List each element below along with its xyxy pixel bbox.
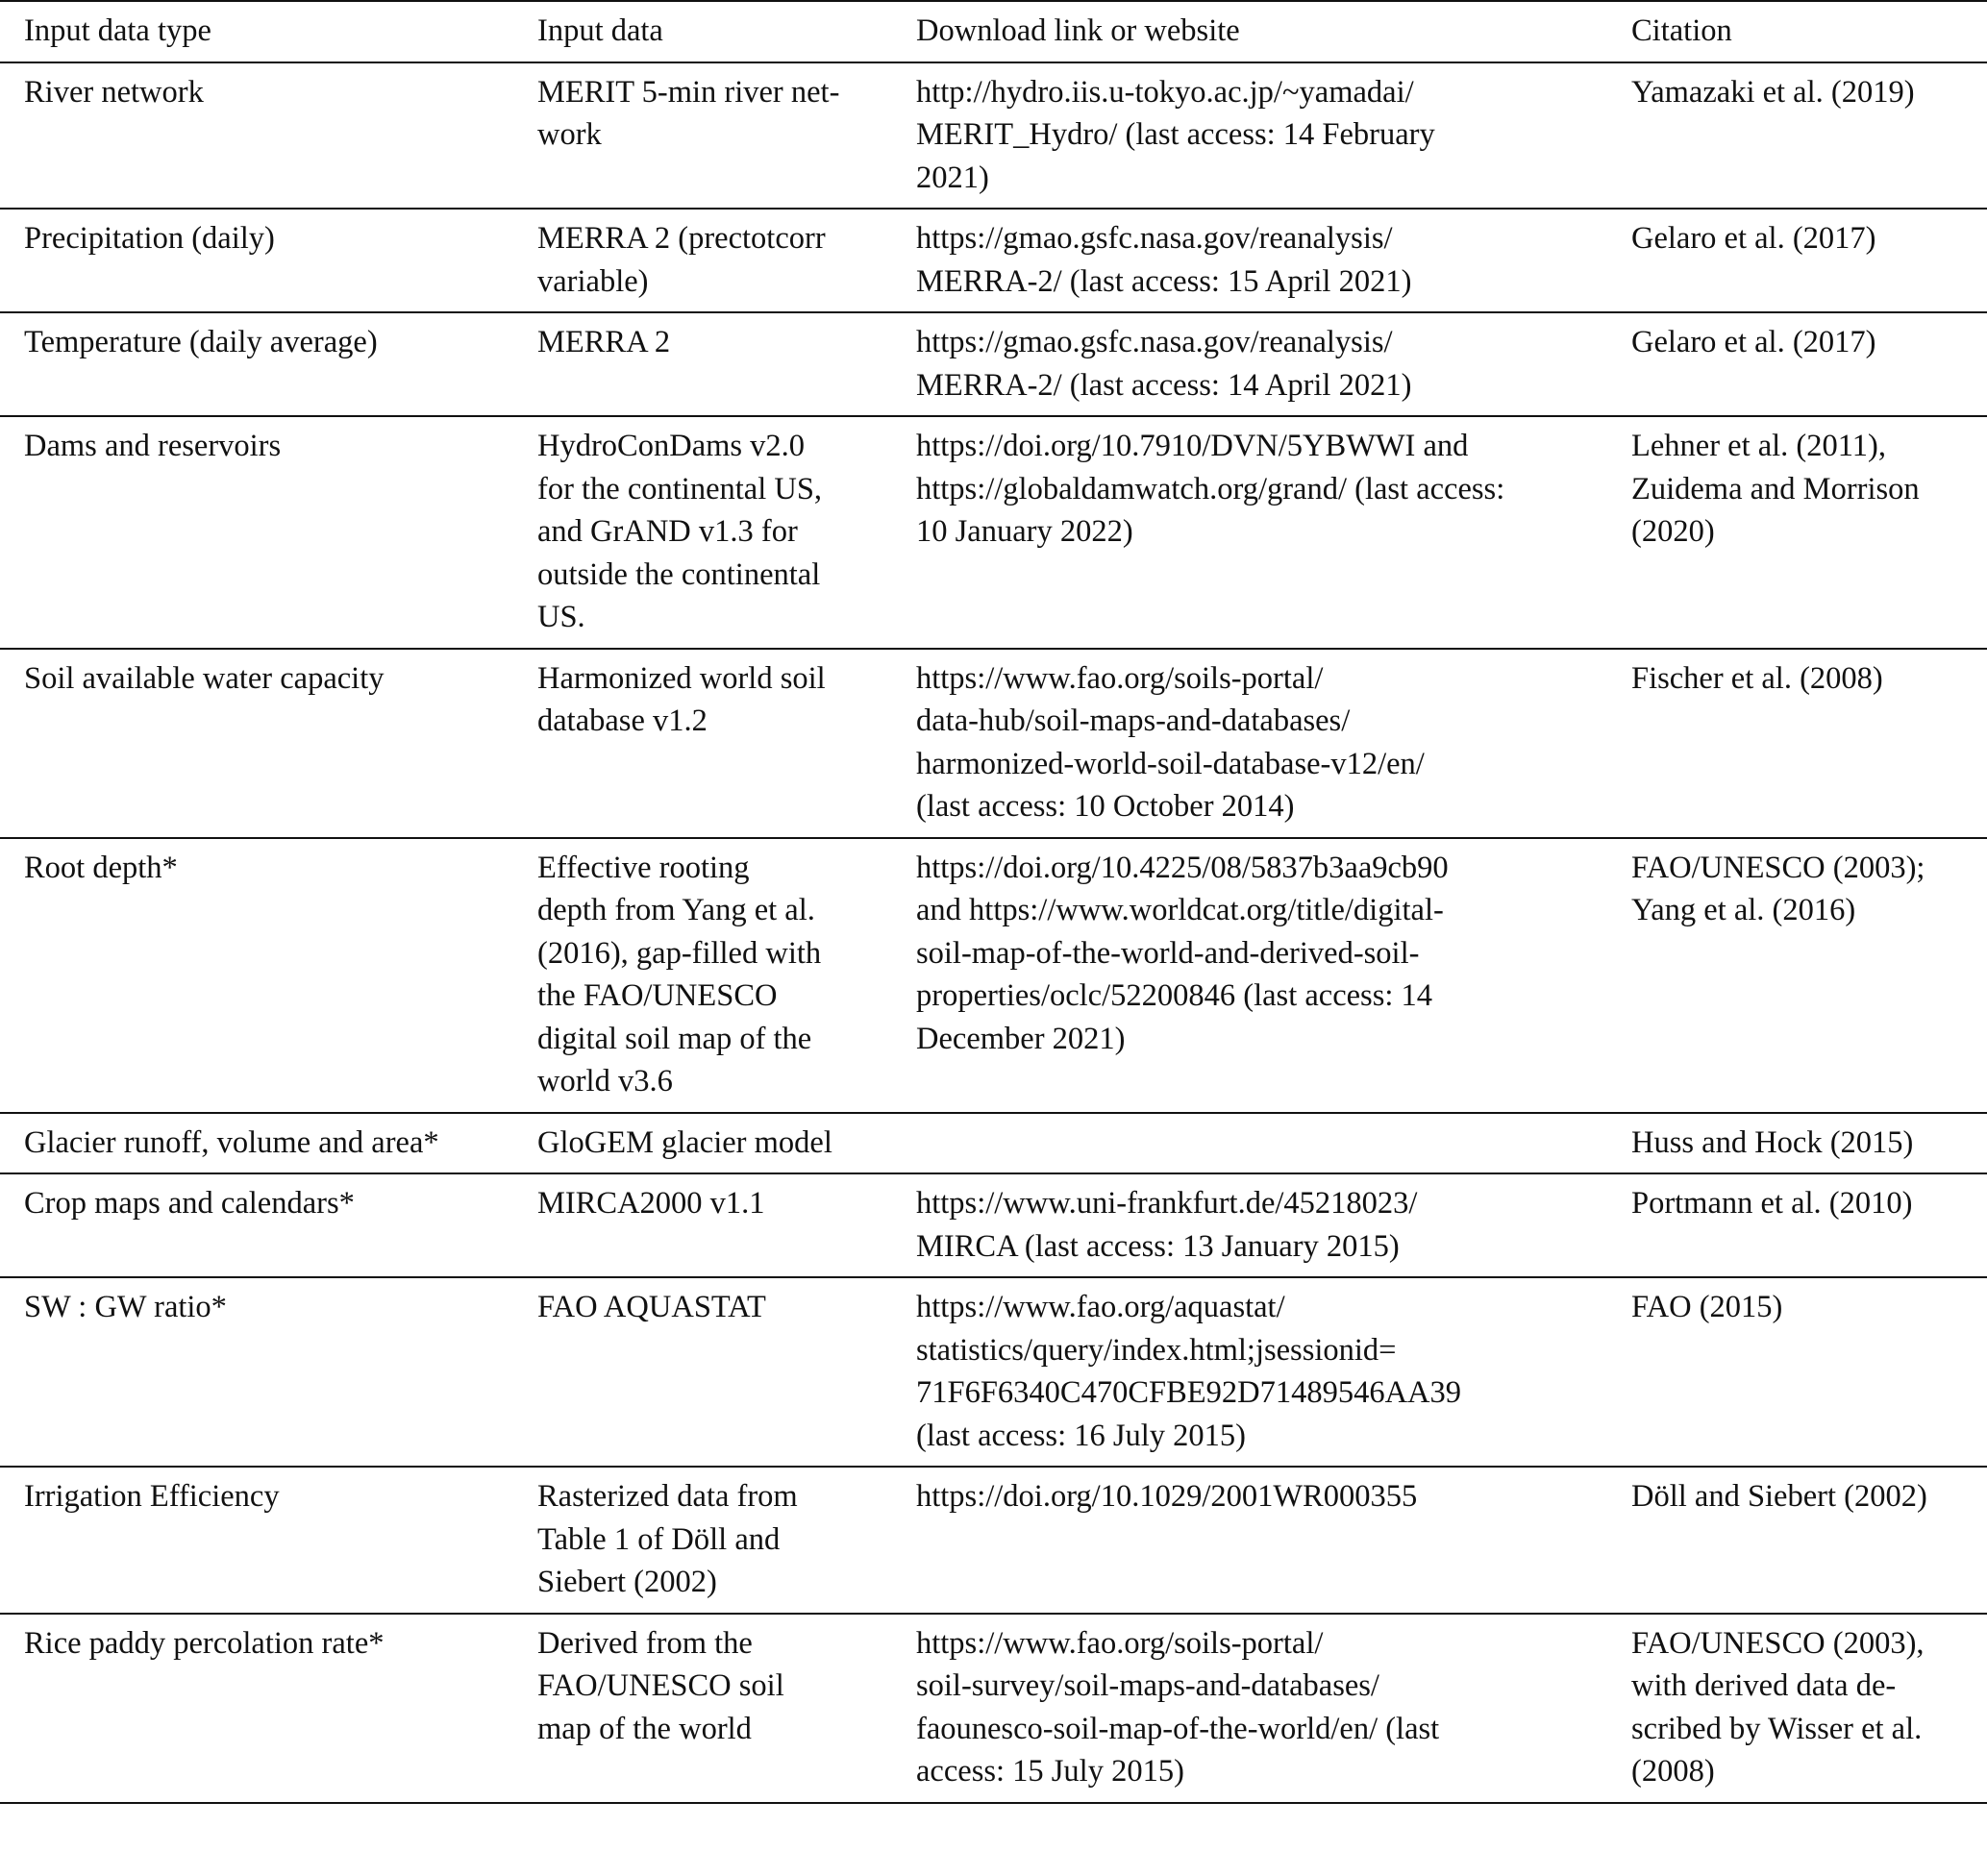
cell-input-data — [513, 1113, 895, 1174]
cell-citation — [1608, 62, 1987, 210]
cell-input-data-type: Glacier runoff, volume and area* — [24, 1124, 439, 1160]
cell-download-link-line: MIRCA (last access: 13 January 2015) — [916, 1228, 1400, 1264]
cell-download-link-line: (last access: 10 October 2014) — [916, 789, 1295, 824]
cell-input-data — [513, 649, 895, 838]
cell-input-data-line: MIRCA2000 v1.1 — [537, 1186, 765, 1221]
cell-input-data-type: Rice paddy percolation rate* — [24, 1625, 385, 1661]
table-row — [0, 1277, 1987, 1467]
cell-input-data-line: MERIT 5-min river net- — [537, 74, 840, 110]
cell-citation-line: Lehner et al. (2011), — [1631, 429, 1886, 463]
table-row — [0, 209, 1987, 312]
cell-input-data-line: database v1.2 — [537, 704, 708, 738]
cell-download-link — [895, 209, 1608, 312]
cell-input-data-line: outside the continental — [537, 556, 821, 592]
cell-citation — [1608, 312, 1987, 416]
cell-input-data-line: and GrAND v1.3 for — [537, 514, 798, 549]
cell-download-link-line: statistics/query/index.html;jsessionid= — [916, 1332, 1397, 1368]
cell-input-data — [513, 1173, 895, 1277]
cell-download-link-line: properties/oclc/52200846 (last access: 14 — [916, 978, 1432, 1013]
header-download-link: Download link or website — [916, 13, 1240, 48]
cell-download-link — [895, 416, 1608, 649]
cell-download-link-line: and https://www.worldcat.org/title/digital- — [916, 893, 1444, 927]
cell-download-link-line: https://www.fao.org/soils-portal/ — [916, 1625, 1324, 1661]
cell-download-link-line: (last access: 16 July 2015) — [916, 1418, 1246, 1453]
cell-citation — [1608, 1614, 1987, 1803]
cell-download-link-line: soil-survey/soil-maps-and-databases/ — [916, 1668, 1379, 1703]
header-input-data-type: Input data type — [24, 13, 211, 48]
table-body — [0, 62, 1987, 1803]
cell-input-data-line: variable) — [537, 263, 649, 299]
cell-input-data-line: MERRA 2 (prectotcorr — [537, 221, 826, 256]
cell-input-data-line: (2016), gap-filled with — [537, 935, 822, 971]
cell-citation-line: Yamazaki et al. (2019) — [1631, 74, 1915, 110]
cell-citation-line: FAO/UNESCO (2003), — [1631, 1625, 1925, 1661]
cell-download-link-line: https://www.fao.org/aquastat/ — [916, 1290, 1285, 1324]
cell-input-data-type: Precipitation (daily) — [24, 221, 275, 256]
cell-download-link-line: 71F6F6340C470CFBE92D71489546AA39 — [916, 1375, 1462, 1410]
cell-citation-line: Zuidema and Morrison — [1631, 471, 1920, 506]
table-row — [0, 416, 1987, 649]
cell-download-link — [895, 649, 1608, 838]
cell-citation — [1608, 1467, 1987, 1614]
cell-input-data-line: Rasterized data from — [537, 1479, 798, 1514]
cell-input-data — [513, 416, 895, 649]
cell-download-link-line: MERIT_Hydro/ (last access: 14 February — [916, 117, 1435, 152]
cell-download-link — [895, 1614, 1608, 1803]
cell-download-link-line: 2021) — [916, 160, 989, 195]
cell-download-link-line: access: 15 July 2015) — [916, 1754, 1184, 1789]
cell-citation-line: scribed by Wisser et al. — [1631, 1711, 1923, 1746]
cell-citation-line: FAO (2015) — [1631, 1290, 1783, 1324]
cell-download-link-line: soil-map-of-the-world-and-derived-soil- — [916, 935, 1420, 971]
cell-citation-line: Gelaro et al. (2017) — [1631, 325, 1876, 359]
cell-download-link-line: https://gmao.gsfc.nasa.gov/reanalysis/ — [916, 221, 1393, 256]
table-row — [0, 62, 1987, 210]
cell-input-data-line: for the continental US, — [537, 471, 823, 506]
cell-citation — [1608, 1277, 1987, 1467]
cell-download-link-line: 10 January 2022) — [916, 514, 1133, 549]
cell-citation-line: FAO/UNESCO (2003); — [1631, 850, 1925, 885]
cell-input-data-line: US. — [537, 600, 585, 634]
cell-input-data-line: Table 1 of Döll and — [537, 1521, 781, 1557]
cell-citation — [1608, 1113, 1987, 1174]
cell-input-data — [513, 1614, 895, 1803]
cell-download-link-line: harmonized-world-soil-database-v12/en/ — [916, 746, 1425, 781]
cell-input-data-line: depth from Yang et al. — [537, 893, 815, 927]
cell-input-data — [513, 838, 895, 1113]
cell-input-data-type: Irrigation Efficiency — [24, 1479, 280, 1514]
cell-download-link — [895, 1113, 1608, 1174]
cell-download-link — [895, 312, 1608, 416]
cell-input-data-line: Siebert (2002) — [537, 1565, 717, 1599]
table-row — [0, 1614, 1987, 1803]
cell-citation — [1608, 416, 1987, 649]
cell-input-data-line: digital soil map of the — [537, 1021, 812, 1056]
cell-download-link — [895, 1467, 1608, 1614]
cell-input-data-type: Temperature (daily average) — [24, 325, 378, 359]
cell-download-link-line: http://hydro.iis.u-tokyo.ac.jp/~yamadai/ — [916, 74, 1414, 110]
cell-download-link — [895, 1277, 1608, 1467]
table-row — [0, 1467, 1987, 1614]
cell-input-data-line: the FAO/UNESCO — [537, 978, 778, 1013]
cell-download-link-line: https://gmao.gsfc.nasa.gov/reanalysis/ — [916, 325, 1393, 359]
cell-citation-line: with derived data de- — [1631, 1668, 1897, 1703]
cell-download-link — [895, 838, 1608, 1113]
cell-input-data-line: Effective rooting — [537, 850, 750, 885]
cell-input-data-type: River network — [24, 74, 204, 110]
cell-download-link-line: faounesco-soil-map-of-the-world/en/ (last — [916, 1711, 1440, 1746]
header-input-data: Input data — [537, 13, 663, 48]
cell-download-link — [895, 62, 1608, 210]
cell-input-data-line: GloGEM glacier model — [537, 1124, 832, 1160]
cell-input-data-type: Soil available water capacity — [24, 660, 385, 696]
cell-citation-line: Yang et al. (2016) — [1631, 893, 1856, 927]
cell-download-link-line: data-hub/soil-maps-and-databases/ — [916, 704, 1351, 738]
cell-download-link-line: https://www.uni-frankfurt.de/45218023/ — [916, 1186, 1418, 1221]
cell-citation-line: Döll and Siebert (2002) — [1631, 1479, 1927, 1514]
cell-input-data — [513, 312, 895, 416]
table-row — [0, 1113, 1987, 1174]
cell-input-data-line: FAO AQUASTAT — [537, 1290, 766, 1324]
cell-download-link-line: https://globaldamwatch.org/grand/ (last access: — [916, 471, 1505, 506]
cell-input-data-line: MERRA 2 — [537, 325, 671, 359]
table-header-row — [0, 1, 1987, 62]
cell-input-data — [513, 62, 895, 210]
cell-citation — [1608, 838, 1987, 1113]
cell-download-link — [895, 1173, 1608, 1277]
cell-input-data — [513, 209, 895, 312]
cell-input-data-type: Root depth* — [24, 850, 178, 885]
table-row — [0, 649, 1987, 838]
cell-citation-line: Fischer et al. (2008) — [1631, 660, 1883, 696]
cell-input-data — [513, 1277, 895, 1467]
cell-citation — [1608, 649, 1987, 838]
cell-input-data — [513, 1467, 895, 1614]
cell-input-data-type: Dams and reservoirs — [24, 429, 282, 463]
cell-citation — [1608, 209, 1987, 312]
cell-citation-line: (2020) — [1631, 514, 1715, 549]
cell-citation-line: Portmann et al. (2010) — [1631, 1186, 1913, 1221]
cell-input-data-line: FAO/UNESCO soil — [537, 1668, 784, 1703]
cell-input-data-line: work — [537, 117, 602, 152]
cell-input-data-line: Derived from the — [537, 1625, 753, 1661]
cell-download-link-line: https://www.fao.org/soils-portal/ — [916, 660, 1324, 696]
cell-input-data-line: world v3.6 — [537, 1064, 673, 1098]
cell-input-data-line: HydroConDams v2.0 — [537, 429, 806, 463]
table-row — [0, 312, 1987, 416]
cell-input-data-line: map of the world — [537, 1711, 752, 1746]
cell-input-data-line: Harmonized world soil — [537, 660, 826, 696]
cell-citation-line: (2008) — [1631, 1754, 1715, 1789]
table-row — [0, 1173, 1987, 1277]
cell-input-data-type: SW : GW ratio* — [24, 1290, 227, 1324]
cell-download-link-line: MERRA-2/ (last access: 15 April 2021) — [916, 263, 1412, 299]
cell-download-link-line: https://doi.org/10.7910/DVN/5YBWWI and — [916, 429, 1469, 463]
cell-citation-line: Huss and Hock (2015) — [1631, 1124, 1914, 1160]
cell-citation — [1608, 1173, 1987, 1277]
header-citation: Citation — [1631, 13, 1732, 48]
cell-download-link-line: MERRA-2/ (last access: 14 April 2021) — [916, 367, 1412, 403]
cell-download-link-line: December 2021) — [916, 1021, 1126, 1056]
cell-download-link-line: https://doi.org/10.4225/08/5837b3aa9cb90 — [916, 850, 1449, 885]
cell-download-link-line: https://doi.org/10.1029/2001WR000355 — [916, 1479, 1418, 1514]
table-row — [0, 838, 1987, 1113]
cell-input-data-type: Crop maps and calendars* — [24, 1186, 355, 1221]
cell-citation-line: Gelaro et al. (2017) — [1631, 221, 1876, 256]
